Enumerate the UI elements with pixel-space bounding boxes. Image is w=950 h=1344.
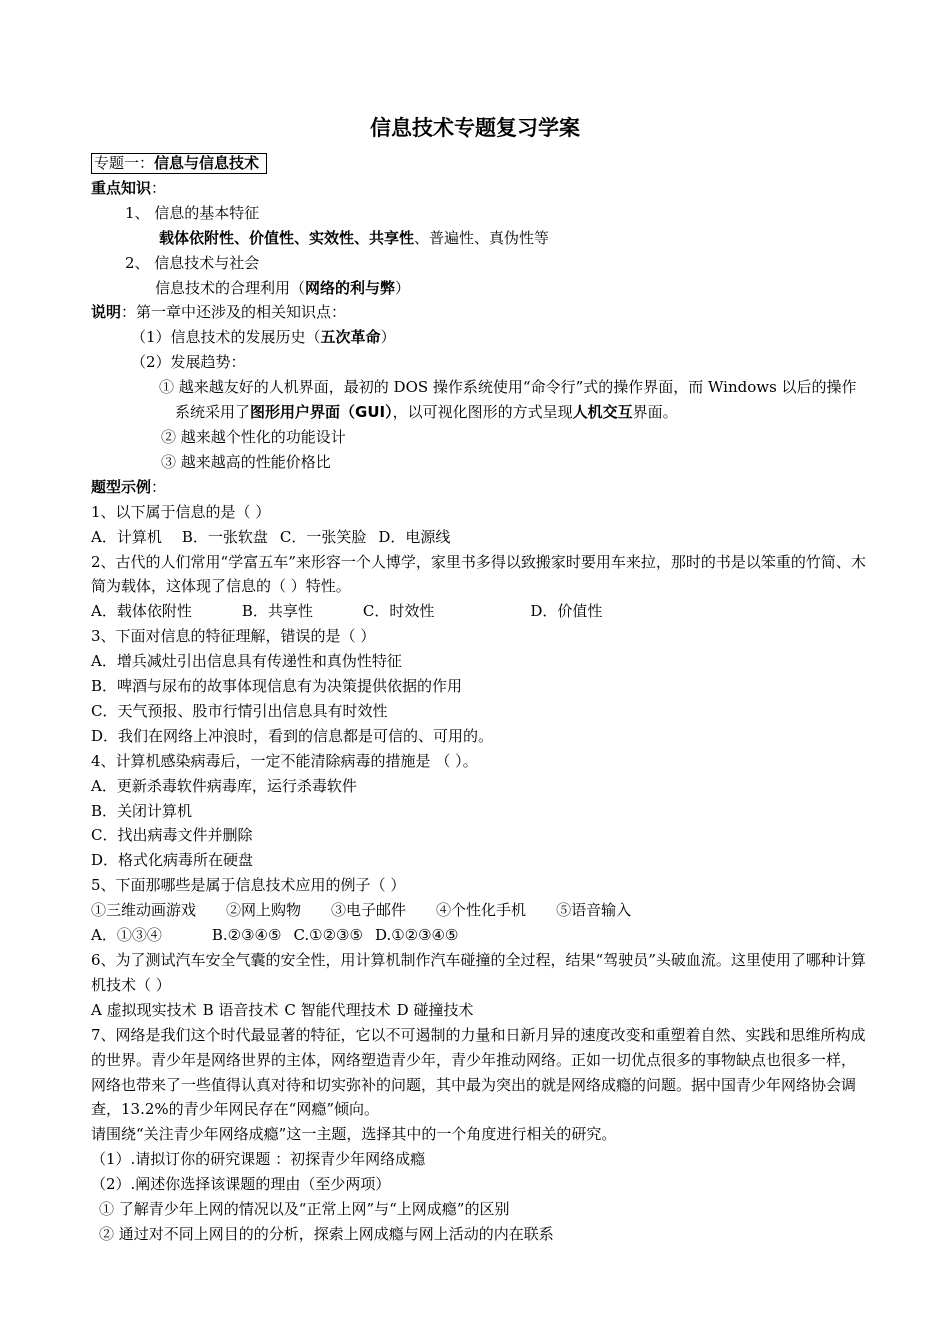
q6-option-a: A 虚拟现实技术 <box>91 1000 197 1019</box>
q6-option-d: D 碰撞技术 <box>396 1000 474 1019</box>
q4-option-c: C．找出病毒文件并删除 <box>91 826 253 845</box>
q1-options <box>91 525 866 550</box>
q5-option-a: A．①③④ <box>91 926 162 945</box>
q7-sub-1: （1）.请拟订你的研究课题 ：初探青少年网络成瘾 <box>91 1150 426 1169</box>
topic-heading <box>91 151 866 176</box>
examples-colon: ： <box>151 477 167 496</box>
examples-label: 题型示例 <box>91 477 152 496</box>
q3-option-c: C．天气预报、股市行情引出信息具有时效性 <box>91 701 388 720</box>
features-rest: 、普遍性、真伪性等 <box>414 228 550 247</box>
note-line <box>91 300 866 325</box>
note-point-1 <box>91 325 866 350</box>
history-text: （1）信息技术的发展历史（ <box>131 328 321 347</box>
topic-prefix: 专题一： <box>94 154 155 172</box>
q2-option-d: D．价值性 <box>530 602 603 621</box>
trend-1 <box>91 375 866 425</box>
q2-stem: 2、古代的人们常用“学富五车”来形容一个人博学，家里书多得以致搬家时要用车来拉，那时的书是以笨重的竹简、木简为载体，这体现了信息的（ ）特性。 <box>91 552 866 596</box>
note-label: 说明 <box>91 303 122 322</box>
q6-options <box>91 998 866 1023</box>
society-bold: 网络的利与弊 <box>305 278 396 297</box>
knowledge-item-1-detail <box>91 226 866 251</box>
q7-sub-2: （2）.阐述你选择该课题的理由（至少两项） <box>91 1175 391 1194</box>
q6-stem: 6、为了测试汽车安全气囊的安全性，用计算机制作汽车碰撞的全过程，结果“驾驶员”头破血流。这里使用了哪种计算机技术（ ） <box>91 951 866 994</box>
society-text: 信息技术的合理利用（ <box>155 278 306 297</box>
trend-3: ③ 越来越高的性能价格比 <box>161 452 331 471</box>
examples-heading <box>91 475 866 500</box>
q4-option-a: A．更新杀毒软件病毒库，运行杀毒软件 <box>91 776 357 795</box>
trend-1-end: 界面。 <box>632 403 678 422</box>
q6-option-b: B 语音技术 <box>202 1000 279 1019</box>
q3-option-b: B．啤酒与尿布的故事体现信息有为决策提供依据的作用 <box>91 677 463 696</box>
q5-item-2: ②网上购物 <box>226 901 302 920</box>
q5-stem: 5、下面那哪些是属于信息技术应用的例子（ ） <box>91 876 406 895</box>
q5-item-1: ①三维动画游戏 <box>91 901 197 920</box>
knowledge-item-1: 1、 信息的基本特征 <box>125 203 260 222</box>
key-knowledge-colon: ： <box>151 178 167 197</box>
society-close: ） <box>395 278 411 297</box>
q5-option-c: C.①②③⑤ <box>293 926 363 945</box>
topic-box <box>91 153 267 174</box>
q5-item-5: ⑤语音输入 <box>556 901 632 920</box>
knowledge-item-2-detail <box>91 276 866 301</box>
q2-option-b: B．共享性 <box>241 602 313 621</box>
trend-1-mid: ，以可视化图形的方式呈现 <box>392 403 573 422</box>
knowledge-item-2: 2、 信息技术与社会 <box>125 253 260 272</box>
q5-option-d: D.①②③④⑤ <box>374 926 459 945</box>
q5-option-b: B.②③④⑤ <box>211 926 282 945</box>
q1-option-d: D．电源线 <box>378 527 451 546</box>
q1-option-a: A．计算机 <box>91 527 162 546</box>
q5-items <box>91 898 866 923</box>
q3-option-d: D．我们在网络上冲浪时，看到的信息都是可信的、可用的。 <box>91 726 494 745</box>
note-text: ：第一章中还涉及的相关知识点： <box>121 303 347 322</box>
q2-options <box>91 599 866 624</box>
q2-option-c: C．时效性 <box>362 602 435 621</box>
q5-item-3: ③电子邮件 <box>331 901 407 920</box>
q6-option-c: C 智能代理技术 <box>284 1000 391 1019</box>
q2-option-a: A．载体依附性 <box>91 602 192 621</box>
key-knowledge-heading <box>91 176 866 201</box>
hci-bold: 人机交互 <box>572 403 633 422</box>
q4-option-b: B．关闭计算机 <box>91 801 193 820</box>
q1-option-b: B．一张软盘 <box>181 527 268 546</box>
gui-bold: 图形用户界面（GUI） <box>250 403 393 422</box>
q7-task: 请围绕“关注青少年网络成瘾”这一主题，选择其中的一个角度进行相关的研究。 <box>91 1125 617 1144</box>
history-close: ） <box>380 328 396 347</box>
features-bold: 载体依附性、价值性、实效性、共享性 <box>159 228 415 247</box>
trend-2: ② 越来越个性化的功能设计 <box>161 427 346 446</box>
q7-stem: 7、网络是我们这个时代最显著的特征，它以不可遏制的力量和日新月异的速度改变和重塑着自然、实践和思维所构成的世界。青少年是网络世界的主体，网络塑造青少年，青少年推动网络。正如一切优点很多的事物缺点也很多一样，网络也带来了一些值得认真对待和切实弥补的问题，其中最为突出的就是网络成瘾的问题。据中国青少年网络协会调查，13.2%的青少年网民存在“网瘾”倾向。 <box>91 1025 866 1119</box>
key-knowledge-label: 重点知识 <box>91 178 152 197</box>
q4-option-d: D．格式化病毒所在硬盘 <box>91 851 254 870</box>
q5-item-4: ④个性化手机 <box>436 901 527 920</box>
history-bold: 五次革命 <box>320 328 381 347</box>
page-title: 信息技术专题复习学案 <box>370 116 580 140</box>
q5-options <box>91 923 866 948</box>
q3-option-a: A．增兵减灶引出信息具有传递性和真伪性特征 <box>91 652 402 671</box>
q7-reason-2: ② 通过对不同上网目的的分析，探索上网成瘾与网上活动的内在联系 <box>99 1224 554 1243</box>
q1-stem: 1、以下属于信息的是（ ） <box>91 502 271 521</box>
note-point-2: （2）发展趋势： <box>131 353 246 372</box>
q3-stem: 3、下面对信息的特征理解，错误的是（ ） <box>91 627 376 646</box>
q4-stem: 4、计算机感染病毒后，一定不能清除病毒的措施是 （ ）。 <box>91 751 478 770</box>
topic-name: 信息与信息技术 <box>154 154 260 172</box>
trend-1-text: ① 越来越友好的人机界面，最初的 DOS 操作系统使用“命令行”式的操作界面，而 Windows 以后的操作系统采用了 <box>159 378 857 422</box>
document-body <box>91 151 866 1247</box>
q7-reason-1: ① 了解青少年上网的情况以及“正常上网”与“上网成瘾”的区别 <box>99 1200 510 1219</box>
q1-option-c: C．一张笑脸 <box>279 527 367 546</box>
